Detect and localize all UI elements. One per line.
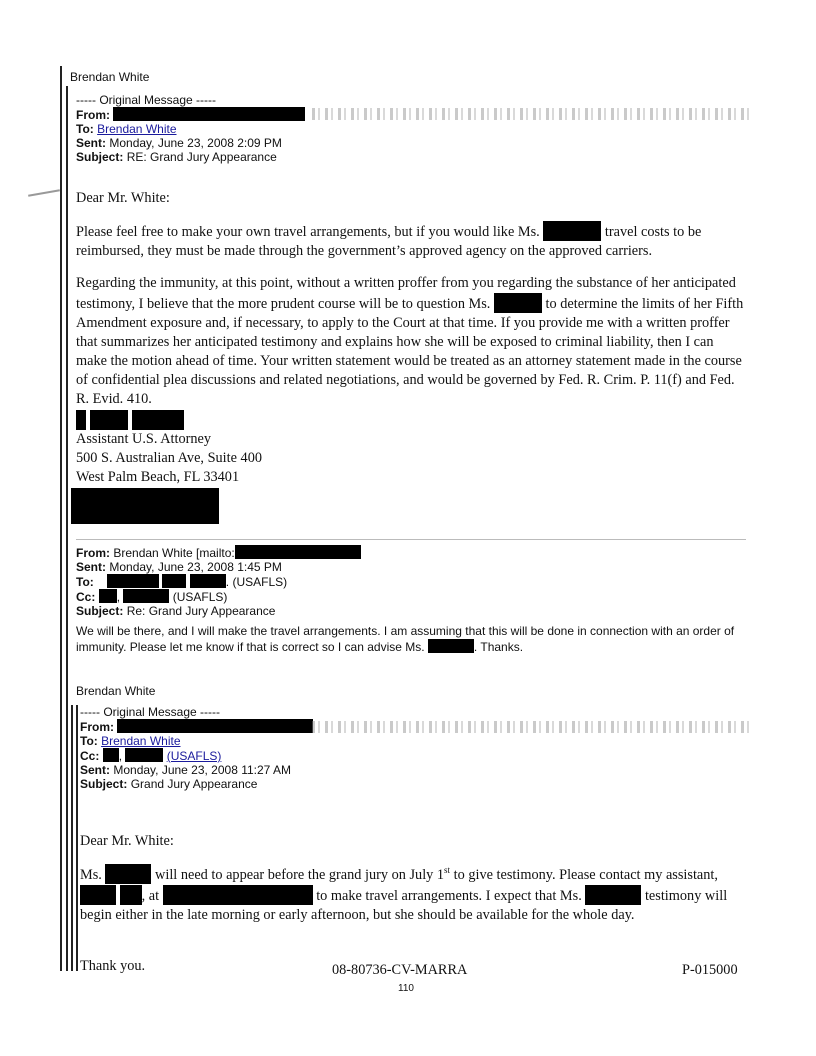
email1-paragraph-2 — [76, 274, 748, 409]
email2-from-label: From: — [76, 546, 110, 560]
redaction-block — [117, 719, 313, 733]
email1-p1-text-b: travel costs to be reimbursed, they must be made through the government’s approved agency on the approved carriers. — [76, 224, 702, 259]
redaction-block — [71, 488, 219, 524]
email2-subject-value: Re: Grand Jury Appearance — [126, 604, 276, 618]
email3-to-label: To: — [80, 734, 98, 748]
email3-closing: Thank you. — [80, 958, 146, 974]
email2-from-value: Brendan White [mailto: — [113, 546, 235, 560]
email3-text-g: testimony will begin either in the late morning or early afternoon, but she should be available for the whole day. — [80, 888, 728, 923]
email2-sender-name: Brendan White — [76, 684, 156, 698]
email2-body — [76, 624, 748, 655]
redaction-block — [235, 545, 361, 559]
redaction-block — [80, 885, 116, 905]
quote-bar-inner — [66, 86, 68, 971]
email1-from-label: From: — [76, 108, 110, 122]
email3-original-label: ----- Original Message ----- — [80, 705, 221, 719]
email3-to-link[interactable]: Brendan White — [101, 734, 181, 748]
redaction-block — [494, 293, 542, 313]
email2-body-text-b: . Thanks. — [473, 640, 524, 654]
email1-header — [76, 93, 305, 164]
redaction-block — [163, 885, 313, 905]
redaction-block — [120, 885, 142, 905]
email3-sent-label: Sent: — [80, 763, 110, 777]
quote-bar-fourth — [76, 705, 78, 971]
email3-text-e: , at — [141, 888, 160, 904]
redaction-block — [105, 864, 151, 884]
email3-greeting: Dear Mr. White: — [80, 833, 174, 849]
email1-sent-label: Sent: — [76, 136, 106, 150]
divider — [76, 539, 746, 540]
case-number: 08-80736-CV-MARRA — [332, 962, 468, 978]
redaction-block — [132, 410, 184, 430]
email3-header: ----- Original Message ----- From: To: Brendan White Cc: , (USAFLS) Sent: Monday, June 23, 2008 11:27 AM Subject: Grand Jury Appearance — [80, 705, 313, 791]
redaction-block — [162, 574, 186, 588]
page-number: 110 — [398, 983, 414, 994]
email3-paragraph — [80, 864, 748, 925]
email2-body-text-a: We will be there, and I will make the travel arrangements. I am assuming that this will be done in connection with an order of immunity. Please let me know if that is correct so I can advise Ms. — [76, 624, 735, 654]
email1-p1-text-a: Please feel free to make your own travel arrangements, but if you would like Ms. — [76, 224, 540, 240]
email3-text-b: will need to appear before the grand jury on July 1 — [155, 867, 445, 883]
email3-text-a: Ms. — [80, 867, 102, 883]
email3-text-f: to make travel arrangements. I expect that Ms. — [316, 888, 582, 904]
email1-to-link[interactable]: Brendan White — [97, 122, 177, 136]
email1-signature — [76, 430, 262, 487]
email1-sender-name: Brendan White — [70, 70, 150, 84]
bates-number: P-015000 — [682, 962, 738, 978]
signature-address-1: 500 S. Australian Ave, Suite 400 — [76, 450, 262, 466]
redaction-block — [90, 410, 128, 430]
email2-cc-value: (USAFLS) — [172, 590, 228, 604]
email3-sent-value: Monday, June 23, 2008 11:27 AM — [113, 763, 292, 777]
email3-superscript: st — [444, 865, 451, 876]
scan-artifact — [28, 189, 60, 197]
email1-subject-value: RE: Grand Jury Appearance — [126, 150, 277, 164]
email1-paragraph-1 — [76, 221, 748, 261]
email3-subject-value: Grand Jury Appearance — [130, 777, 258, 791]
email2-header: From: Brendan White [mailto: Sent: Monday, June 23, 2008 1:45 PM To: . (USAFLS) Cc: , (USAFLS) Subject: Re: Grand Jury Appearance — [76, 545, 361, 618]
email3-cc-link[interactable]: (USAFLS) — [166, 749, 222, 763]
email1-p2-text-b: to determine the limits of her Fifth Amendment exposure and, if necessary, to apply to the Court at that time. If you provide me with a written proffer that summarizes her anticipated testimony and explains how she will be exposed to criminal liability, then I can make the motion ahead of time. Your written statement would be treated as an attorney statement made in the course of confidential plea discussions and related negotiations, and would be governed by Fed. R. Crim. P. 11(f) and Fed. R. Evid. 410. — [76, 296, 744, 407]
redaction-block — [543, 221, 601, 241]
redaction-block — [428, 639, 474, 653]
email2-to-value: . (USAFLS) — [225, 575, 288, 589]
email3-subject-label: Subject: — [80, 777, 128, 791]
email3-text-c: to give testimony. Please contact my — [450, 867, 663, 883]
signature-address-2: West Palm Beach, FL 33401 — [76, 469, 240, 485]
email1-to-label: To: — [76, 122, 94, 136]
email1-original-label: ----- Original Message ----- — [76, 93, 217, 107]
email3-from-label: From: — [80, 720, 114, 734]
redaction-block — [190, 574, 220, 588]
redaction-block — [123, 589, 169, 603]
redaction-block — [107, 574, 159, 588]
email1-greeting: Dear Mr. White: — [76, 190, 170, 206]
redaction-block — [125, 748, 163, 762]
scan-noise — [312, 108, 752, 120]
signature-title: Assistant U.S. Attorney — [76, 431, 212, 447]
scan-noise — [312, 721, 752, 733]
email1-p2-text-a: Regarding the immunity, at this point, without a written proffer from you regarding the substance of her anticipated testimony, I believe that the more prudent course will be to question Ms. — [76, 275, 736, 312]
signature-redaction — [76, 410, 184, 430]
quote-bar-outer — [60, 66, 62, 971]
email2-sent-label: Sent: — [76, 560, 106, 574]
quote-bar-third — [71, 705, 73, 971]
redaction-block — [99, 589, 117, 603]
redaction-block — [76, 410, 86, 430]
redaction-block — [585, 885, 641, 905]
redaction-block — [103, 748, 119, 762]
email2-subject-label: Subject: — [76, 604, 124, 618]
email3-cc-label: Cc: — [80, 749, 100, 763]
email1-subject-label: Subject: — [76, 150, 124, 164]
email3-text-d: assistant, — [665, 867, 718, 883]
email2-to-label: To: — [76, 575, 94, 589]
redaction-block — [113, 107, 305, 121]
email2-cc-label: Cc: — [76, 590, 96, 604]
email1-sent-value: Monday, June 23, 2008 2:09 PM — [109, 136, 282, 150]
email2-sent-value: Monday, June 23, 2008 1:45 PM — [109, 560, 282, 574]
